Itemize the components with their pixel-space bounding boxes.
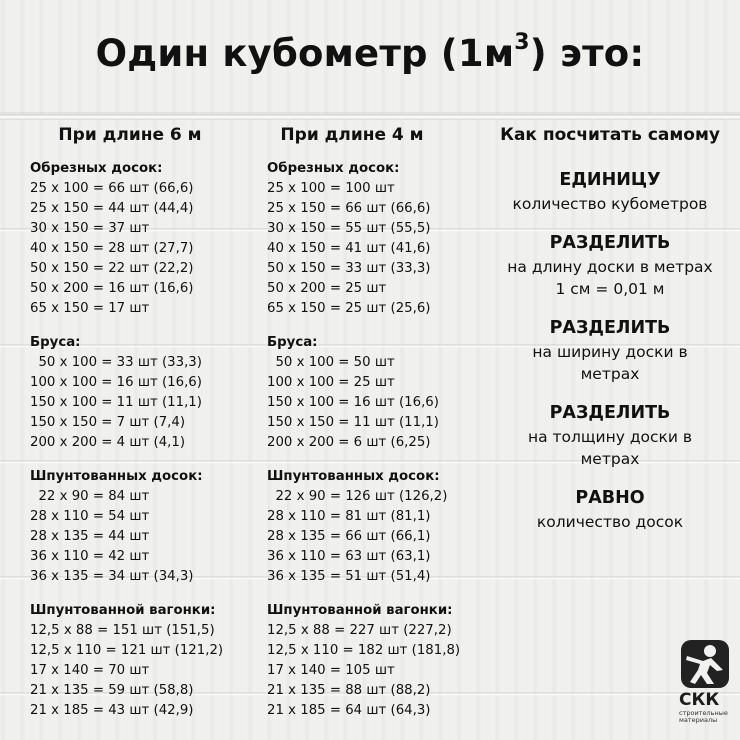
step-text: на толщину доски в <box>527 428 693 446</box>
calc-steps <box>490 167 730 533</box>
list-item: 65 x 150 = 25 шт (25,6) <box>267 301 431 316</box>
list-item: 40 x 150 = 28 шт (27,7) <box>30 241 194 256</box>
list-item: 36 x 110 = 42 шт <box>30 549 150 564</box>
step-title: РАЗДЕЛИТЬ <box>549 403 671 423</box>
column-4m <box>267 123 482 735</box>
list-item: 50 x 100 = 50 шт <box>267 355 395 370</box>
section-tongue-boards <box>267 467 482 587</box>
section-edged-boards <box>267 159 482 319</box>
list-item: 30 x 150 = 37 шт <box>30 221 150 236</box>
section-title: Шпунтованной вагонки: <box>30 603 216 618</box>
section-title: Бруса: <box>30 335 81 350</box>
step-text: количество досок <box>536 513 684 531</box>
list-item: 25 x 100 = 100 шт <box>267 181 395 196</box>
step-text: метрах <box>580 450 640 468</box>
step-title: РАВНО <box>575 488 645 508</box>
list-item: 12,5 x 110 = 121 шт (121,2) <box>30 643 224 658</box>
list-item: 17 x 140 = 70 шт <box>30 663 150 678</box>
list-item: 21 x 185 = 64 шт (64,3) <box>267 703 431 718</box>
calc-step <box>490 230 730 300</box>
brand-logo <box>678 640 734 736</box>
list-item: 25 x 100 = 66 шт (66,6) <box>30 181 194 196</box>
logo-subtitle: строительные <box>679 709 728 717</box>
list-item: 21 x 135 = 59 шт (58,8) <box>30 683 194 698</box>
list-item: 200 x 200 = 4 шт (4,1) <box>30 435 186 450</box>
column-heading: При длине 6 м <box>58 125 202 145</box>
column-6m <box>30 123 240 735</box>
step-title: РАЗДЕЛИТЬ <box>549 233 671 253</box>
list-item: 12,5 x 88 = 151 шт (151,5) <box>30 623 215 638</box>
list-item: 30 x 150 = 55 шт (55,5) <box>267 221 431 236</box>
divider <box>0 114 740 120</box>
list-item: 200 x 200 = 6 шт (6,25) <box>267 435 431 450</box>
calc-step <box>490 485 730 533</box>
list-item: 25 x 150 = 44 шт (44,4) <box>30 201 194 216</box>
list-item: 50 x 200 = 16 шт (16,6) <box>30 281 194 296</box>
list-item: 36 x 135 = 34 шт (34,3) <box>30 569 194 584</box>
list-item: 22 x 90 = 126 шт (126,2) <box>267 489 448 504</box>
logo-name: СКК <box>679 690 720 710</box>
step-title: ЕДИНИЦУ <box>559 170 661 190</box>
logo-subtitle: материалы <box>679 716 718 724</box>
section-list <box>30 159 240 721</box>
column-heading: Как посчитать самому <box>500 125 720 145</box>
column-heading: При длине 4 м <box>280 125 424 145</box>
list-item: 12,5 x 88 = 227 шт (227,2) <box>267 623 452 638</box>
page-title: Один кубометр $(1м^3)$ это: <box>95 30 645 75</box>
list-item: 100 x 100 = 16 шт (16,6) <box>30 375 202 390</box>
calc-step <box>490 400 730 470</box>
section-list <box>267 159 482 721</box>
section-title: Шпунтованной вагонки: <box>267 603 453 618</box>
section-lining <box>267 601 482 721</box>
step-text: 1 см = 0,01 м <box>555 280 665 298</box>
section-beams <box>30 333 240 453</box>
list-item: 36 x 135 = 51 шт (51,4) <box>267 569 431 584</box>
list-item: 65 x 150 = 17 шт <box>30 301 150 316</box>
list-item: 28 x 135 = 66 шт (66,1) <box>267 529 431 544</box>
section-beams <box>267 333 482 453</box>
list-item: 21 x 135 = 88 шт (88,2) <box>267 683 431 698</box>
list-item: 150 x 150 = 11 шт (11,1) <box>267 415 439 430</box>
calc-step <box>490 315 730 385</box>
list-item: 50 x 100 = 33 шт (33,3) <box>30 355 202 370</box>
list-item: 17 x 140 = 105 шт <box>267 663 395 678</box>
section-title: Обрезных досок: <box>267 161 400 176</box>
person-icon <box>681 640 729 688</box>
list-item: 28 x 135 = 44 шт <box>30 529 150 544</box>
section-title: Шпунтованных досок: <box>30 469 203 484</box>
step-title: РАЗДЕЛИТЬ <box>549 318 671 338</box>
section-lining <box>30 601 240 721</box>
list-item: 150 x 100 = 16 шт (16,6) <box>267 395 439 410</box>
list-item: 50 x 200 = 25 шт <box>267 281 387 296</box>
step-text: на ширину доски в <box>532 343 688 361</box>
calc-step <box>490 167 730 215</box>
list-item: 150 x 150 = 7 шт (7,4) <box>30 415 186 430</box>
section-title: Шпунтованных досок: <box>267 469 440 484</box>
step-text: количество кубометров <box>512 195 708 213</box>
list-item: 100 x 100 = 25 шт <box>267 375 395 390</box>
list-item: 150 x 100 = 11 шт (11,1) <box>30 395 202 410</box>
section-title: Обрезных досок: <box>30 161 163 176</box>
list-item: 40 x 150 = 41 шт (41,6) <box>267 241 431 256</box>
list-item: 50 x 150 = 22 шт (22,2) <box>30 261 194 276</box>
section-title: Бруса: <box>267 335 318 350</box>
step-text: на длину доски в метрах <box>507 258 713 276</box>
list-item: 50 x 150 = 33 шт (33,3) <box>267 261 431 276</box>
column-how-to-calc <box>490 123 730 548</box>
list-item: 36 x 110 = 63 шт (63,1) <box>267 549 431 564</box>
step-text: метрах <box>580 365 640 383</box>
section-edged-boards <box>30 159 240 319</box>
list-item: 22 x 90 = 84 шт <box>30 489 150 504</box>
list-item: 12,5 x 110 = 182 шт (181,8) <box>267 643 461 658</box>
list-item: 25 x 150 = 66 шт (66,6) <box>267 201 431 216</box>
list-item: 21 x 185 = 43 шт (42,9) <box>30 703 194 718</box>
list-item: 28 x 110 = 54 шт <box>30 509 150 524</box>
section-tongue-boards <box>30 467 240 587</box>
list-item: 28 x 110 = 81 шт (81,1) <box>267 509 431 524</box>
